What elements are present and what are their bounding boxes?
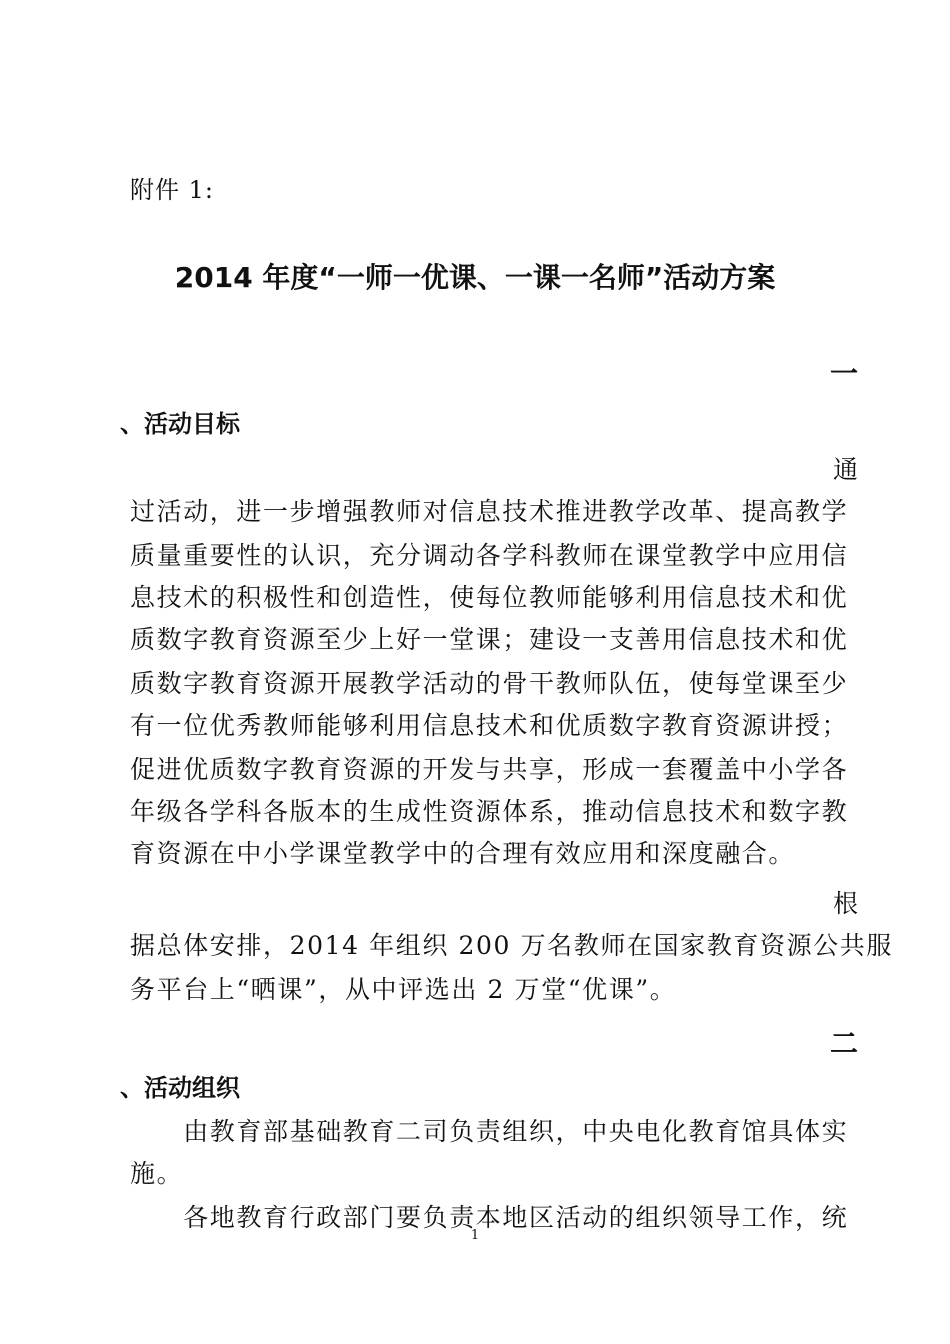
paragraph-line: 各地教育行政部门要负责本地区活动的组织领导工作，统 xyxy=(130,1203,849,1232)
section1-numeral: 一 xyxy=(829,357,858,390)
section1-para2-first-char: 根 xyxy=(832,889,858,918)
paragraph-line: 育资源在中小学课堂教学中的合理有效应用和深度融合。 xyxy=(130,839,796,868)
paragraph-line: 据总体安排，2014 年组织 200 万名教师在国家教育资源公共服 xyxy=(130,931,893,960)
paragraph-line: 施。 xyxy=(130,1159,184,1188)
section2-numeral: 二 xyxy=(829,1027,858,1060)
paragraph-line: 促进优质数字教育资源的开发与共享，形成一套覆盖中小学各 xyxy=(130,755,849,784)
paragraph-line: 务平台上“晒课”，从中评选出 2 万堂“优课”。 xyxy=(130,975,677,1004)
paragraph-line: 过活动，进一步增强教师对信息技术推进教学改革、提高教学 xyxy=(130,497,849,526)
document-title: 2014 年度“一师一优课、一课一名师”活动方案 xyxy=(174,261,776,294)
paragraph-line: 息技术的积极性和创造性，使每位教师能够利用信息技术和优 xyxy=(130,583,849,612)
paragraph-line: 年级各学科各版本的生成性资源体系，推动信息技术和数字教 xyxy=(130,797,849,826)
section1-heading: 、活动目标 xyxy=(120,410,240,438)
paragraph-line: 质数字教育资源开展教学活动的骨干教师队伍，使每堂课至少 xyxy=(130,669,849,698)
paragraph-line: 由教育部基础教育二司负责组织，中央电化教育馆具体实 xyxy=(130,1117,849,1146)
section1-para1-first-char: 通 xyxy=(832,455,858,484)
page-number: 1 xyxy=(470,1228,480,1243)
attachment-label: 附件 1: xyxy=(130,176,214,204)
section2-heading: 、活动组织 xyxy=(120,1074,240,1102)
paragraph-line: 质量重要性的认识，充分调动各学科教师在课堂教学中应用信 xyxy=(130,541,849,570)
paragraph-line: 有一位优秀教师能够利用信息技术和优质数字教育资源讲授； xyxy=(130,711,849,740)
paragraph-line: 质数字教育资源至少上好一堂课；建设一支善用信息技术和优 xyxy=(130,625,849,654)
